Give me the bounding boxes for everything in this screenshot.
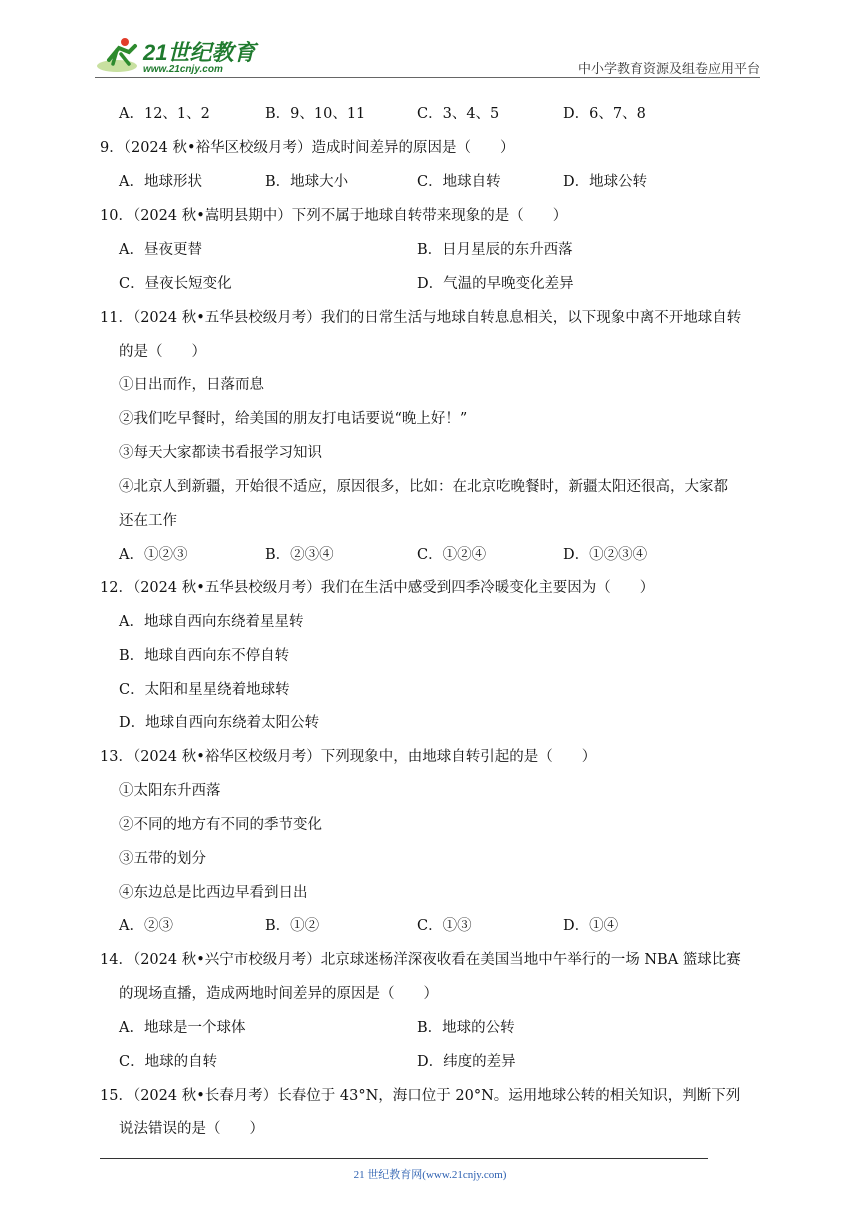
- q14-option-b: B．地球的公转: [417, 1020, 515, 1036]
- logo-21cnjy: [95, 36, 270, 76]
- q9-option-a: A．地球形状: [119, 174, 202, 190]
- q11-option-a: A．①②③: [119, 547, 188, 563]
- q14-option-a: A．地球是一个球体: [119, 1020, 246, 1036]
- q12-option-c: C．太阳和星星绕着地球转: [119, 682, 290, 698]
- q11-item-3: ③每天大家都读书看报学习知识: [119, 445, 322, 461]
- q13-item-1: ①太阳东升西落: [119, 783, 221, 799]
- q14-option-d: D．纬度的差异: [417, 1054, 516, 1070]
- q11-option-b: B．②③④: [265, 547, 334, 563]
- q9-option-d: D．地球公转: [563, 174, 648, 190]
- q10-option-a: A．昼夜更替: [119, 242, 202, 258]
- header-divider: [95, 77, 760, 78]
- q15-stem-line2: 说法错误的是（ ）: [119, 1121, 264, 1137]
- q11-item-4: ④北京人到新疆，开始很不适应，原因很多，比如：在北京吃晚餐时，新疆太阳还很高，大家都: [119, 479, 728, 495]
- q10-option-b: B．日月星辰的东升西落: [417, 242, 573, 258]
- q12-stem: 12．（2024 秋•五华县校级月考）我们在生活中感受到四季冷暖变化主要因为（ ）: [100, 580, 655, 596]
- q13-stem: 13．（2024 秋•裕华区校级月考）下列现象中，由地球自转引起的是（ ）: [100, 749, 597, 765]
- q13-item-4: ④东边总是比西边早看到日出: [119, 885, 308, 901]
- q10-option-d: D．气温的早晚变化差异: [417, 276, 574, 292]
- q10-stem: 10．（2024 秋•嵩明县期中）下列不属于地球自转带来现象的是（ ）: [100, 208, 568, 224]
- q12-option-a: A．地球自西向东绕着星星转: [119, 614, 304, 630]
- q11-stem-line1: 11．（2024 秋•五华县校级月考）我们的日常生活与地球自转息息相关，以下现象中离不开地球自转: [100, 310, 742, 326]
- q15-stem-line1: 15．（2024 秋•长春月考）长春位于 43°N，海口位于 20°N。运用地球公转的相关知识，判断下列: [100, 1088, 741, 1104]
- q13-option-c: C．①③: [417, 918, 472, 934]
- q11-item-2: ②我们吃早餐时，给美国的朋友打电话要说“晚上好！”: [119, 411, 468, 427]
- q10-option-c: C．昼夜长短变化: [119, 276, 232, 292]
- footer-divider: [100, 1158, 708, 1159]
- q12-option-d: D．地球自西向东绕着太阳公转: [119, 715, 320, 731]
- header-title: 中小学教育资源及组卷应用平台: [577, 61, 760, 76]
- q13-item-2: ②不同的地方有不同的季节变化: [119, 817, 322, 833]
- q8-option-a: A．12、1、2: [119, 106, 210, 122]
- logo-url: www.21cnjy.com: [143, 64, 223, 75]
- q14-stem-line2: 的现场直播，造成两地时间差异的原因是（ ）: [119, 986, 438, 1002]
- q8-option-c: C．3、4、5: [417, 106, 500, 122]
- q13-option-d: D．①④: [563, 918, 619, 934]
- q13-option-a: A．②③: [119, 918, 173, 934]
- q11-stem-line2: 的是（ ）: [119, 344, 206, 360]
- q9-option-b: B．地球大小: [265, 174, 349, 190]
- q11-option-c: C．①②④: [417, 547, 487, 563]
- q11-option-d: D．①②③④: [563, 547, 648, 563]
- q11-item-1: ①日出而作，日落而息: [119, 377, 264, 393]
- q13-option-b: B．①②: [265, 918, 320, 934]
- q9-option-c: C．地球自转: [417, 174, 501, 190]
- q12-option-b: B．地球自西向东不停自转: [119, 648, 290, 664]
- logo-text: 21世纪教育: [143, 40, 256, 65]
- page-header: [95, 30, 760, 80]
- q11-item-4-cont: 还在工作: [119, 513, 177, 529]
- q14-stem-line1: 14．（2024 秋•兴宁市校级月考）北京球迷杨洋深夜收看在美国当地中午举行的一场 NBA 篮球比赛: [100, 952, 741, 968]
- q13-item-3: ③五带的划分: [119, 851, 206, 867]
- q8-option-b: B．9、10、11: [265, 106, 366, 122]
- q8-option-d: D．6、7、8: [563, 106, 646, 122]
- q14-option-c: C．地球的自转: [119, 1054, 218, 1070]
- q9-stem: 9．（2024 秋•裕华区校级月考）造成时间差异的原因是（ ）: [100, 140, 515, 156]
- footer-link[interactable]: 21 世纪教育网(www.21cnjy.com): [353, 1169, 507, 1181]
